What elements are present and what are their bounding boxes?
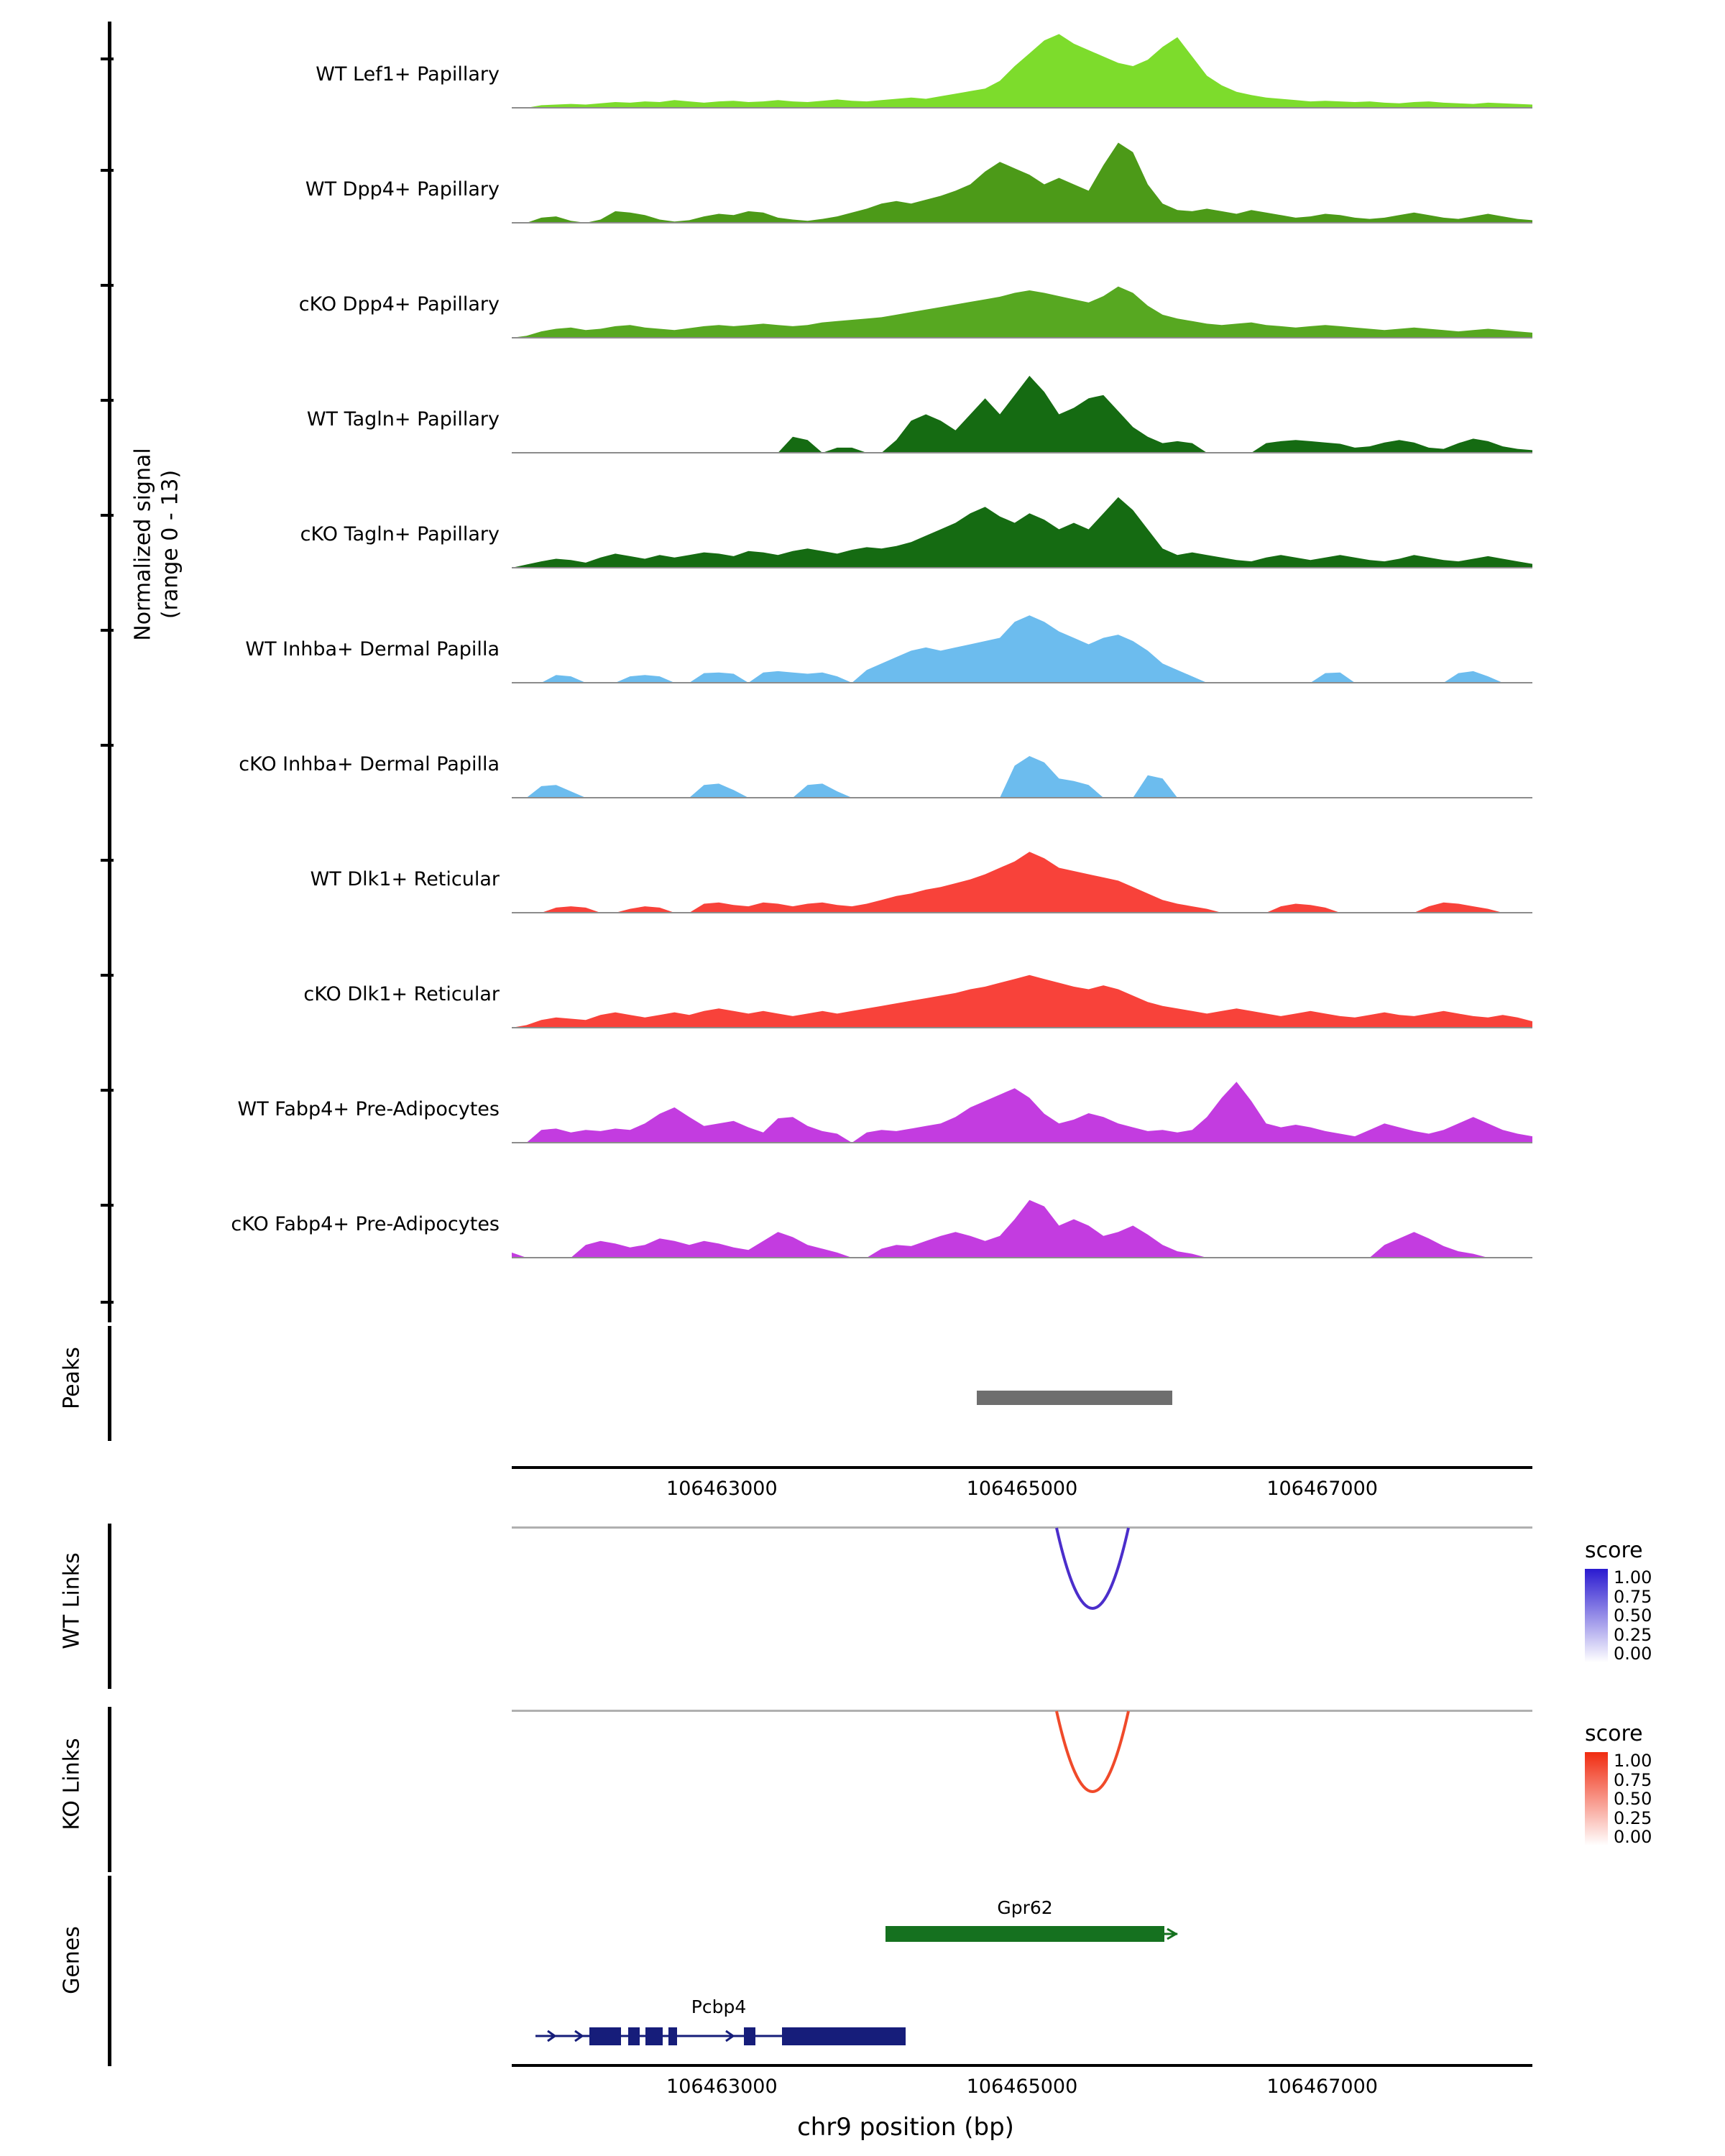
coverage-signal-area [512,137,1532,223]
ko-links-arcs [0,1707,1725,1879]
coverage-track-baseline [512,1027,1532,1028]
coverage-track [0,252,1725,338]
coverage-track [0,1056,1725,1143]
coverage-signal-area [512,941,1532,1028]
coverage-track [0,137,1725,223]
ko-links-panel [0,1707,1725,1879]
coverage-track [0,826,1725,913]
peaks-panel [0,1326,1725,1455]
coverage-track-baseline [512,682,1532,683]
ko-legend-gradient [1585,1752,1608,1846]
wt-links-arcs [0,1524,1725,1696]
coverage-track-baseline [512,337,1532,338]
coverage-track [0,711,1725,798]
coverage-track-label: WT Fabp4+ Pre-Adipocytes [237,1098,500,1120]
coverage-track [0,367,1725,453]
peaks-section-label: Peaks [59,1347,85,1409]
coverage-track-baseline [512,107,1532,109]
ko-legend-tick: 0.50 [1614,1789,1652,1809]
peaks-axis-line [108,1326,111,1441]
y-axis-title-line1: Normalized signal [130,448,156,641]
gene-model-gpr62[interactable] [0,1920,1725,1963]
coverage-track-label: cKO Fabp4+ Pre-Adipocytes [231,1213,500,1235]
coverage-track [0,22,1725,108]
genomic-axis-line [512,1466,1532,1469]
coverage-track-label: WT Dlk1+ Reticular [310,868,500,890]
coverage-signal-area [512,826,1532,913]
wt-links-legend [1585,1538,1725,1662]
y-axis-title-line2: (range 0 - 13) [157,469,183,619]
coverage-track-baseline [512,452,1532,453]
coverage-signal-area [512,252,1532,338]
coverage-signal-area [512,482,1532,568]
coverage-signal-area [512,22,1532,108]
axis-tick [101,1301,114,1304]
wt-links-panel [0,1524,1725,1696]
genomic-axis-tick-label: 106465000 [966,1478,1078,1500]
gene-label-pcbp4: Pcbp4 [691,1996,747,2017]
ko-links-legend [1585,1721,1725,1846]
x-axis-title: chr9 position (bp) [797,2113,1014,2142]
coverage-track [0,1171,1725,1258]
peak-region-bar[interactable] [977,1391,1172,1405]
genomic-axis-tick-label: 106463000 [666,2076,778,2098]
wt-legend-title: score [1585,1538,1643,1563]
coverage-signal-area [512,596,1532,683]
genes-panel [0,1876,1725,2156]
coverage-track-label: cKO Inhba+ Dermal Papilla [239,753,500,775]
ko-legend-tick: 0.25 [1614,1807,1652,1828]
coverage-track-label: cKO Dpp4+ Papillary [298,293,500,315]
coverage-track-label: WT Inhba+ Dermal Papilla [245,638,500,660]
genomic-axis-tick-label: 106463000 [666,1478,778,1500]
ko-legend-tick: 0.00 [1614,1827,1652,1847]
coverage-track [0,596,1725,683]
coverage-track-baseline [512,222,1532,224]
coverage-track-label: WT Tagln+ Papillary [306,408,500,430]
wt-legend-gradient [1585,1569,1608,1662]
coverage-track-label: WT Dpp4+ Papillary [305,178,500,201]
coverage-signal-area [512,711,1532,798]
genomic-axis-line-bottom [512,2064,1532,2067]
coverage-track-label: cKO Tagln+ Papillary [300,523,500,545]
gene-model-pcbp4[interactable] [0,2019,1725,2070]
genomic-axis-top [0,1466,1725,1516]
coverage-track-baseline [512,1142,1532,1143]
ko-legend-tick: 1.00 [1614,1751,1652,1771]
wt-legend-tick: 0.75 [1614,1586,1652,1607]
coverage-track-baseline [512,1257,1532,1258]
coverage-track [0,941,1725,1028]
wt-legend-tick: 0.50 [1614,1606,1652,1626]
coverage-track-label: cKO Dlk1+ Reticular [303,983,500,1005]
wt-legend-tick: 0.25 [1614,1624,1652,1645]
coverage-track-label: WT Lef1+ Papillary [316,63,500,86]
coverage-track [0,482,1725,568]
coverage-tracks-panel [0,14,1725,1308]
genomic-axis-tick-label: 106465000 [966,2076,1078,2098]
coverage-track-baseline [512,567,1532,568]
ko-links-section-label: KO Links [59,1738,85,1830]
coverage-signal-area [512,367,1532,453]
genomic-axis-tick-label: 106467000 [1266,2076,1378,2098]
genomic-axis-tick-label: 106467000 [1266,1478,1378,1500]
wt-links-section-label: WT Links [59,1552,85,1649]
gene-label-gpr62: Gpr62 [997,1897,1053,1918]
genes-section-label: Genes [59,1926,85,1994]
ko-legend-title: score [1585,1721,1643,1746]
ko-legend-tick: 0.75 [1614,1769,1652,1790]
coverage-track-baseline [512,912,1532,913]
coverage-track-baseline [512,797,1532,798]
coverage-signal-area [512,1171,1532,1258]
coverage-signal-area [512,1056,1532,1143]
wt-legend-tick: 0.00 [1614,1644,1652,1664]
wt-legend-tick: 1.00 [1614,1567,1652,1588]
